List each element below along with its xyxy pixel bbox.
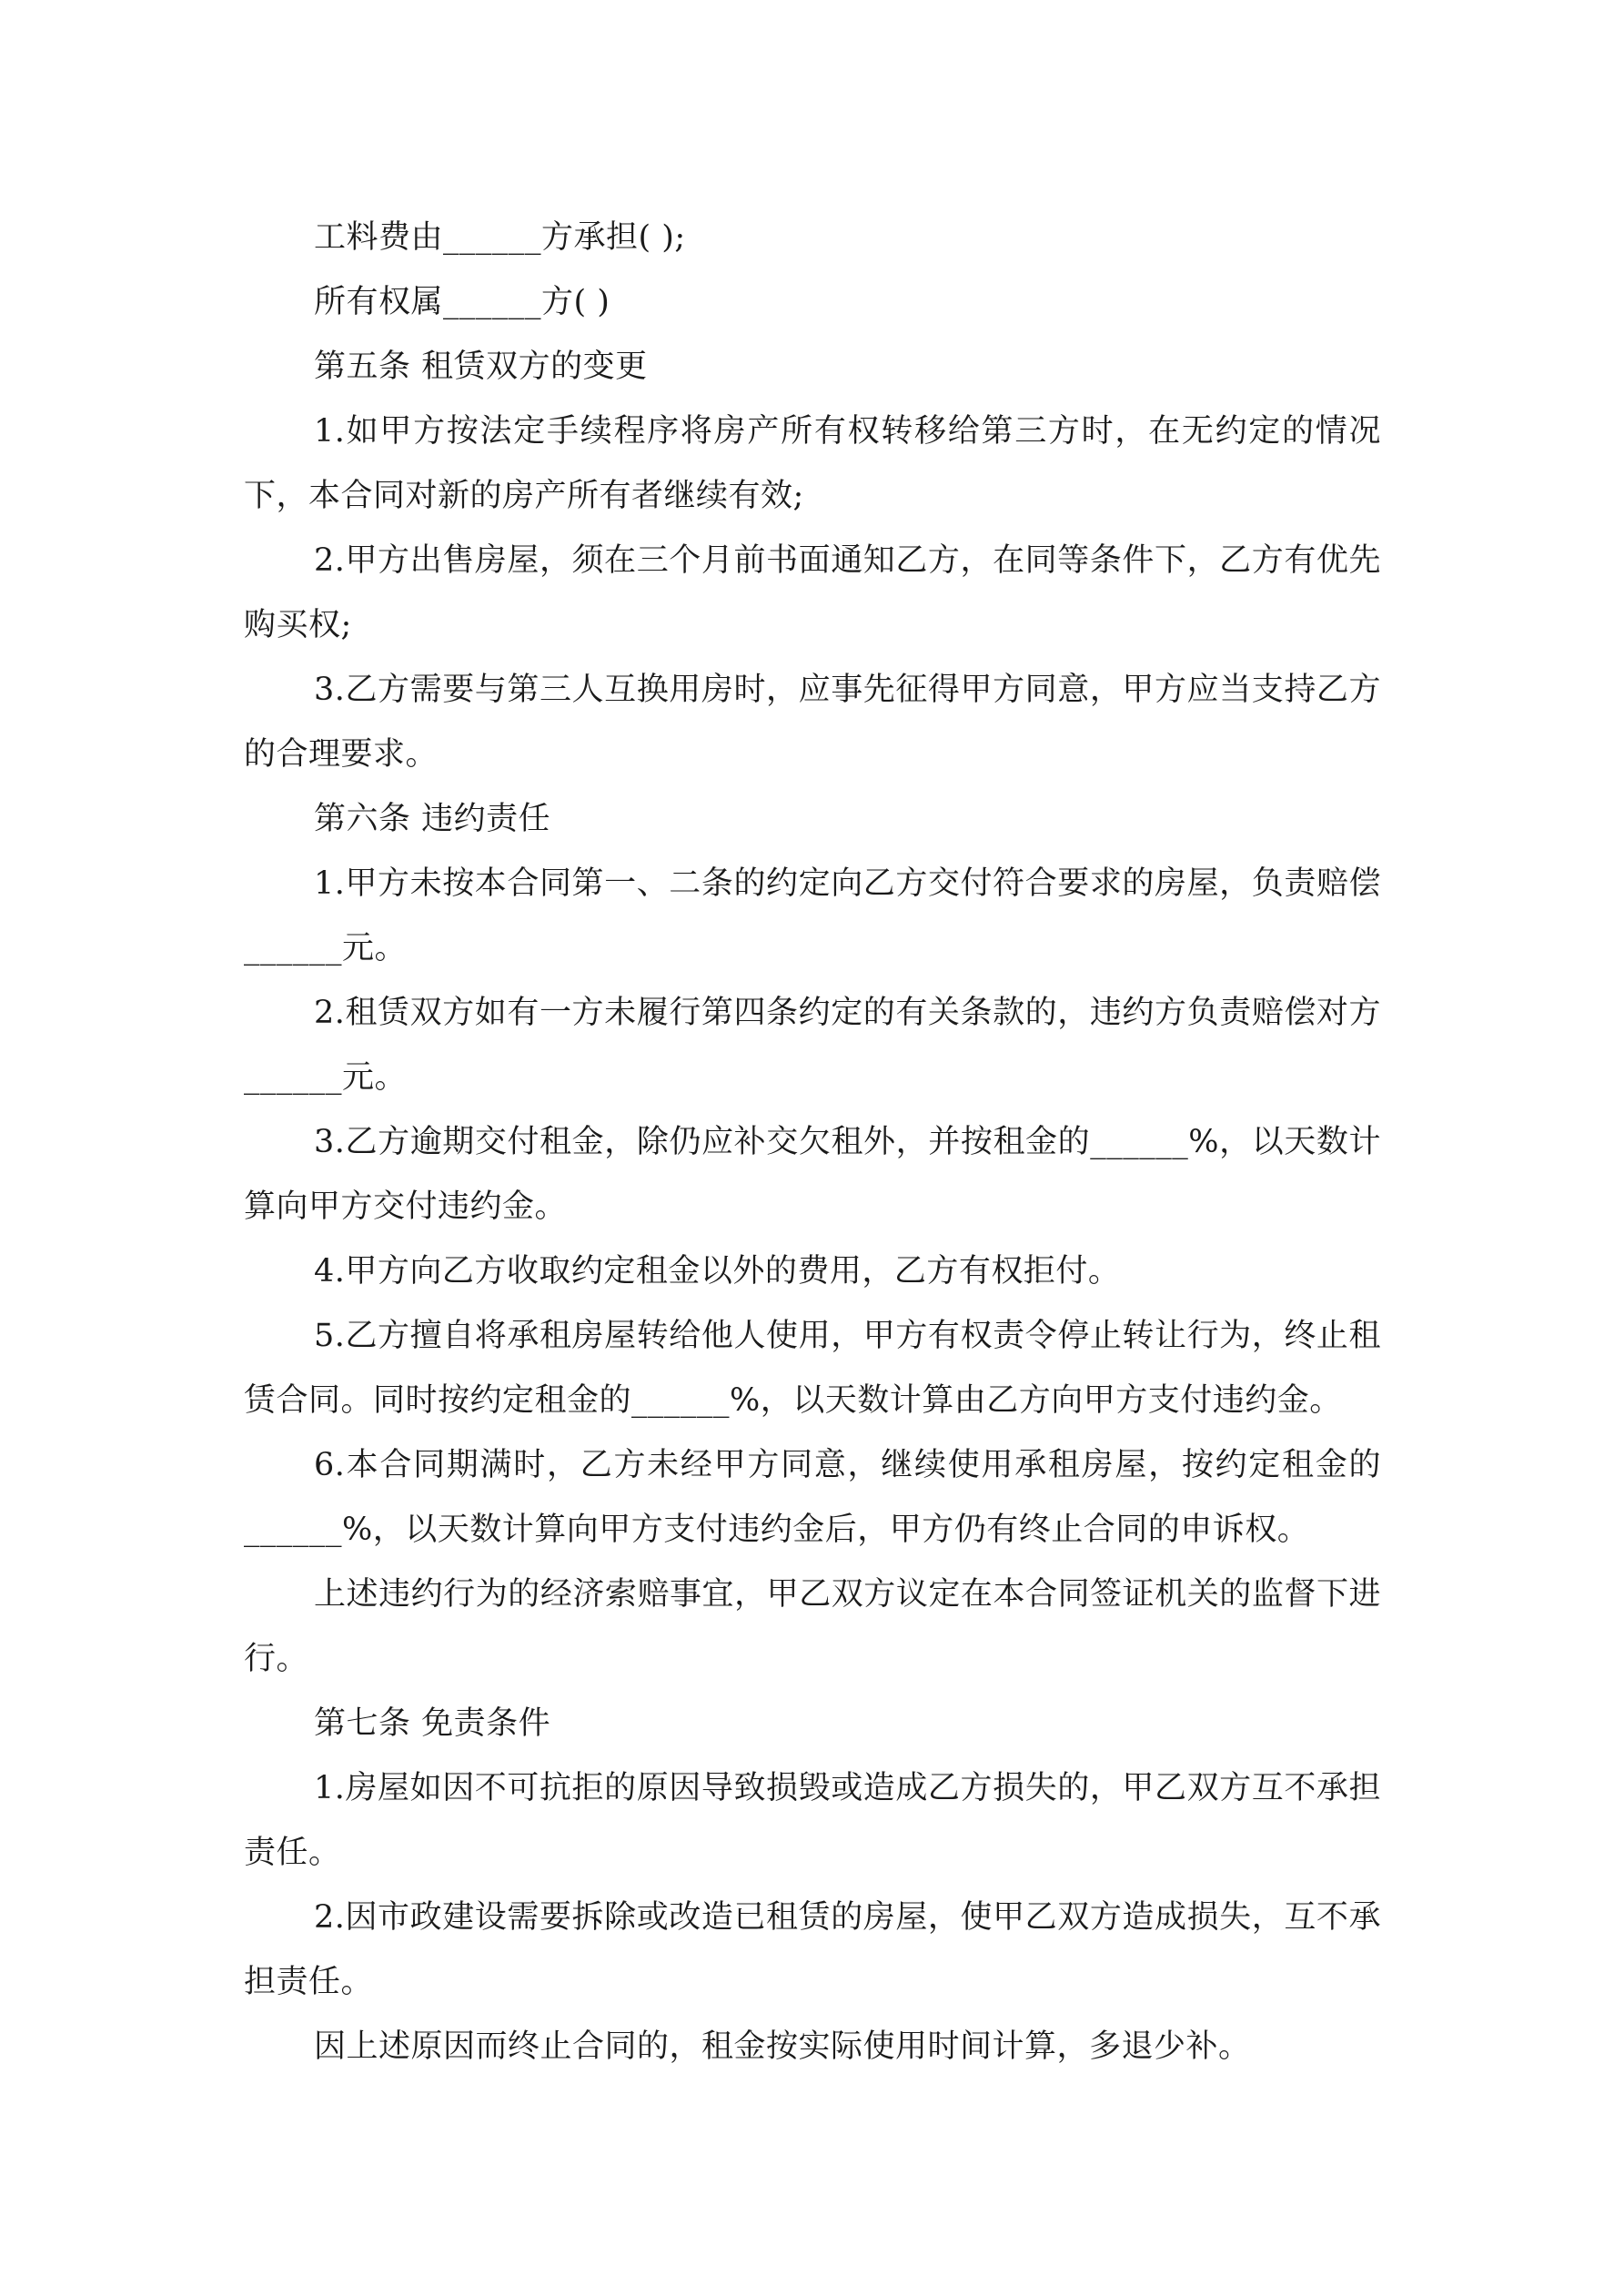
document-body <box>244 206 1381 2079</box>
section-heading-article-7: 第七条 免责条件 <box>314 1705 551 1742</box>
paragraph-article-6-item-4: 4.甲方向乙方收取约定租金以外的费用，乙方有权拒付。 <box>314 1253 1121 1290</box>
paragraph-article-5-item-1: 1.如甲方按法定手续程序将房产所有权转移给第三方时，在无约定的情况下，本合同对新的房产所有者继续有效; <box>244 413 1381 514</box>
paragraph-article-7-item-2: 2.因市政建设需要拆除或改造已租赁的房屋，使甲乙双方造成损失，互不承担责任。 <box>244 1899 1381 2000</box>
paragraph-article-6-item-6: 6.本合同期满时，乙方未经甲方同意，继续使用承租房屋，按约定租金的______%，以天数计算向甲方支付违约金后，甲方仍有终止合同的申诉权。 <box>244 1447 1381 1548</box>
paragraph-ownership: 所有权属______方( ) <box>314 284 610 320</box>
paragraph-article-7-item-1: 1.房屋如因不可抗拒的原因导致损毁或造成乙方损失的，甲乙双方互不承担责任。 <box>244 1770 1381 1871</box>
paragraph-article-5-item-3: 3.乙方需要与第三人互换用房时，应事先征得甲方同意，甲方应当支持乙方的合理要求。 <box>244 672 1381 773</box>
paragraph-article-6-item-5: 5.乙方擅自将承租房屋转给他人使用，甲方有权责令停止转让行为，终止租赁合同。同时按约定租金的______%，以天数计算由乙方向甲方支付违约金。 <box>244 1318 1381 1419</box>
paragraph-article-5-item-2: 2.甲方出售房屋，须在三个月前书面通知乙方，在同等条件下，乙方有优先购买权; <box>244 542 1381 643</box>
paragraph-article-6-summary: 上述违约行为的经济索赔事宜，甲乙双方议定在本合同签证机关的监督下进行。 <box>244 1576 1381 1677</box>
section-heading-article-6: 第六条 违约责任 <box>314 801 551 837</box>
paragraph-article-6-item-1: 1.甲方未按本合同第一、二条的约定向乙方交付符合要求的房屋，负责赔偿______元。 <box>244 865 1381 966</box>
paragraph-article-7-summary: 因上述原因而终止合同的，租金按实际使用时间计算，多退少补。 <box>314 2028 1251 2065</box>
paragraph-article-6-item-3: 3.乙方逾期交付租金，除仍应补交欠租外，并按租金的______%，以天数计算向甲方交付违约金。 <box>244 1124 1381 1225</box>
paragraph-labor-cost: 工料费由______方承担( ); <box>314 219 686 256</box>
section-heading-article-5: 第五条 租赁双方的变更 <box>314 349 648 385</box>
paragraph-article-6-item-2: 2.租赁双方如有一方未履行第四条约定的有关条款的，违约方负责赔偿对方______元。 <box>244 995 1381 1096</box>
